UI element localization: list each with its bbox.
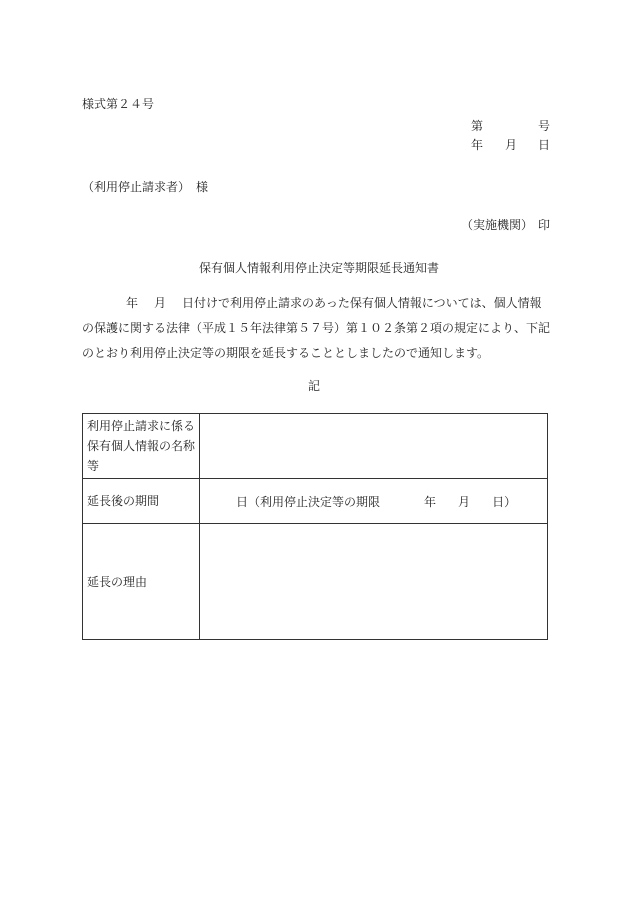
date-month: 月 [505,138,518,152]
info-table [82,413,548,640]
period-day: 日 [236,494,249,509]
seal-mark: 印 [538,218,551,232]
doc-number-prefix: 第 [471,119,484,133]
row-value-reason [200,524,548,640]
table-row [83,479,548,524]
document-title: 保有個人情報利用停止決定等期限延長通知書 [199,261,440,275]
period-paren: （利用停止決定等の期限 [248,494,381,509]
body-date-year: 年 [126,296,139,310]
row-value-info-name [200,414,548,479]
table-row [83,524,548,640]
addressee-honorific: 様 [196,180,209,194]
issuer-name: （実施機関） [461,218,534,232]
body-date-month: 月 [154,296,167,310]
body-text: 日付けで利用停止請求のあった保有個人情報については、個人情報の保護に関する法律（平成１５年法律第５７号）第１０２条第２項の規定により、下記のとおり利用停止決定等の期限を延長することとしましたので通知します。 [82,296,551,360]
body-paragraph [82,291,550,366]
date-year: 年 [471,138,484,152]
period-day-close: 日） [492,494,517,509]
period-month: 月 [458,494,471,509]
date-day: 日 [538,138,551,152]
period-year: 年 [424,494,437,509]
addressee-name: （利用停止請求者） [82,180,191,194]
row-label-reason: 延長の理由 [83,524,200,640]
form-number: 様式第２４号 [82,97,155,111]
ki-heading: 記 [308,379,321,393]
row-label-period: 延長後の期間 [83,479,200,524]
row-value-period [200,479,548,524]
table-row [83,414,548,479]
doc-number-suffix: 号 [538,119,551,133]
row-label-info-name: 利用停止請求に係る保有個人情報の名称等 [83,414,200,479]
